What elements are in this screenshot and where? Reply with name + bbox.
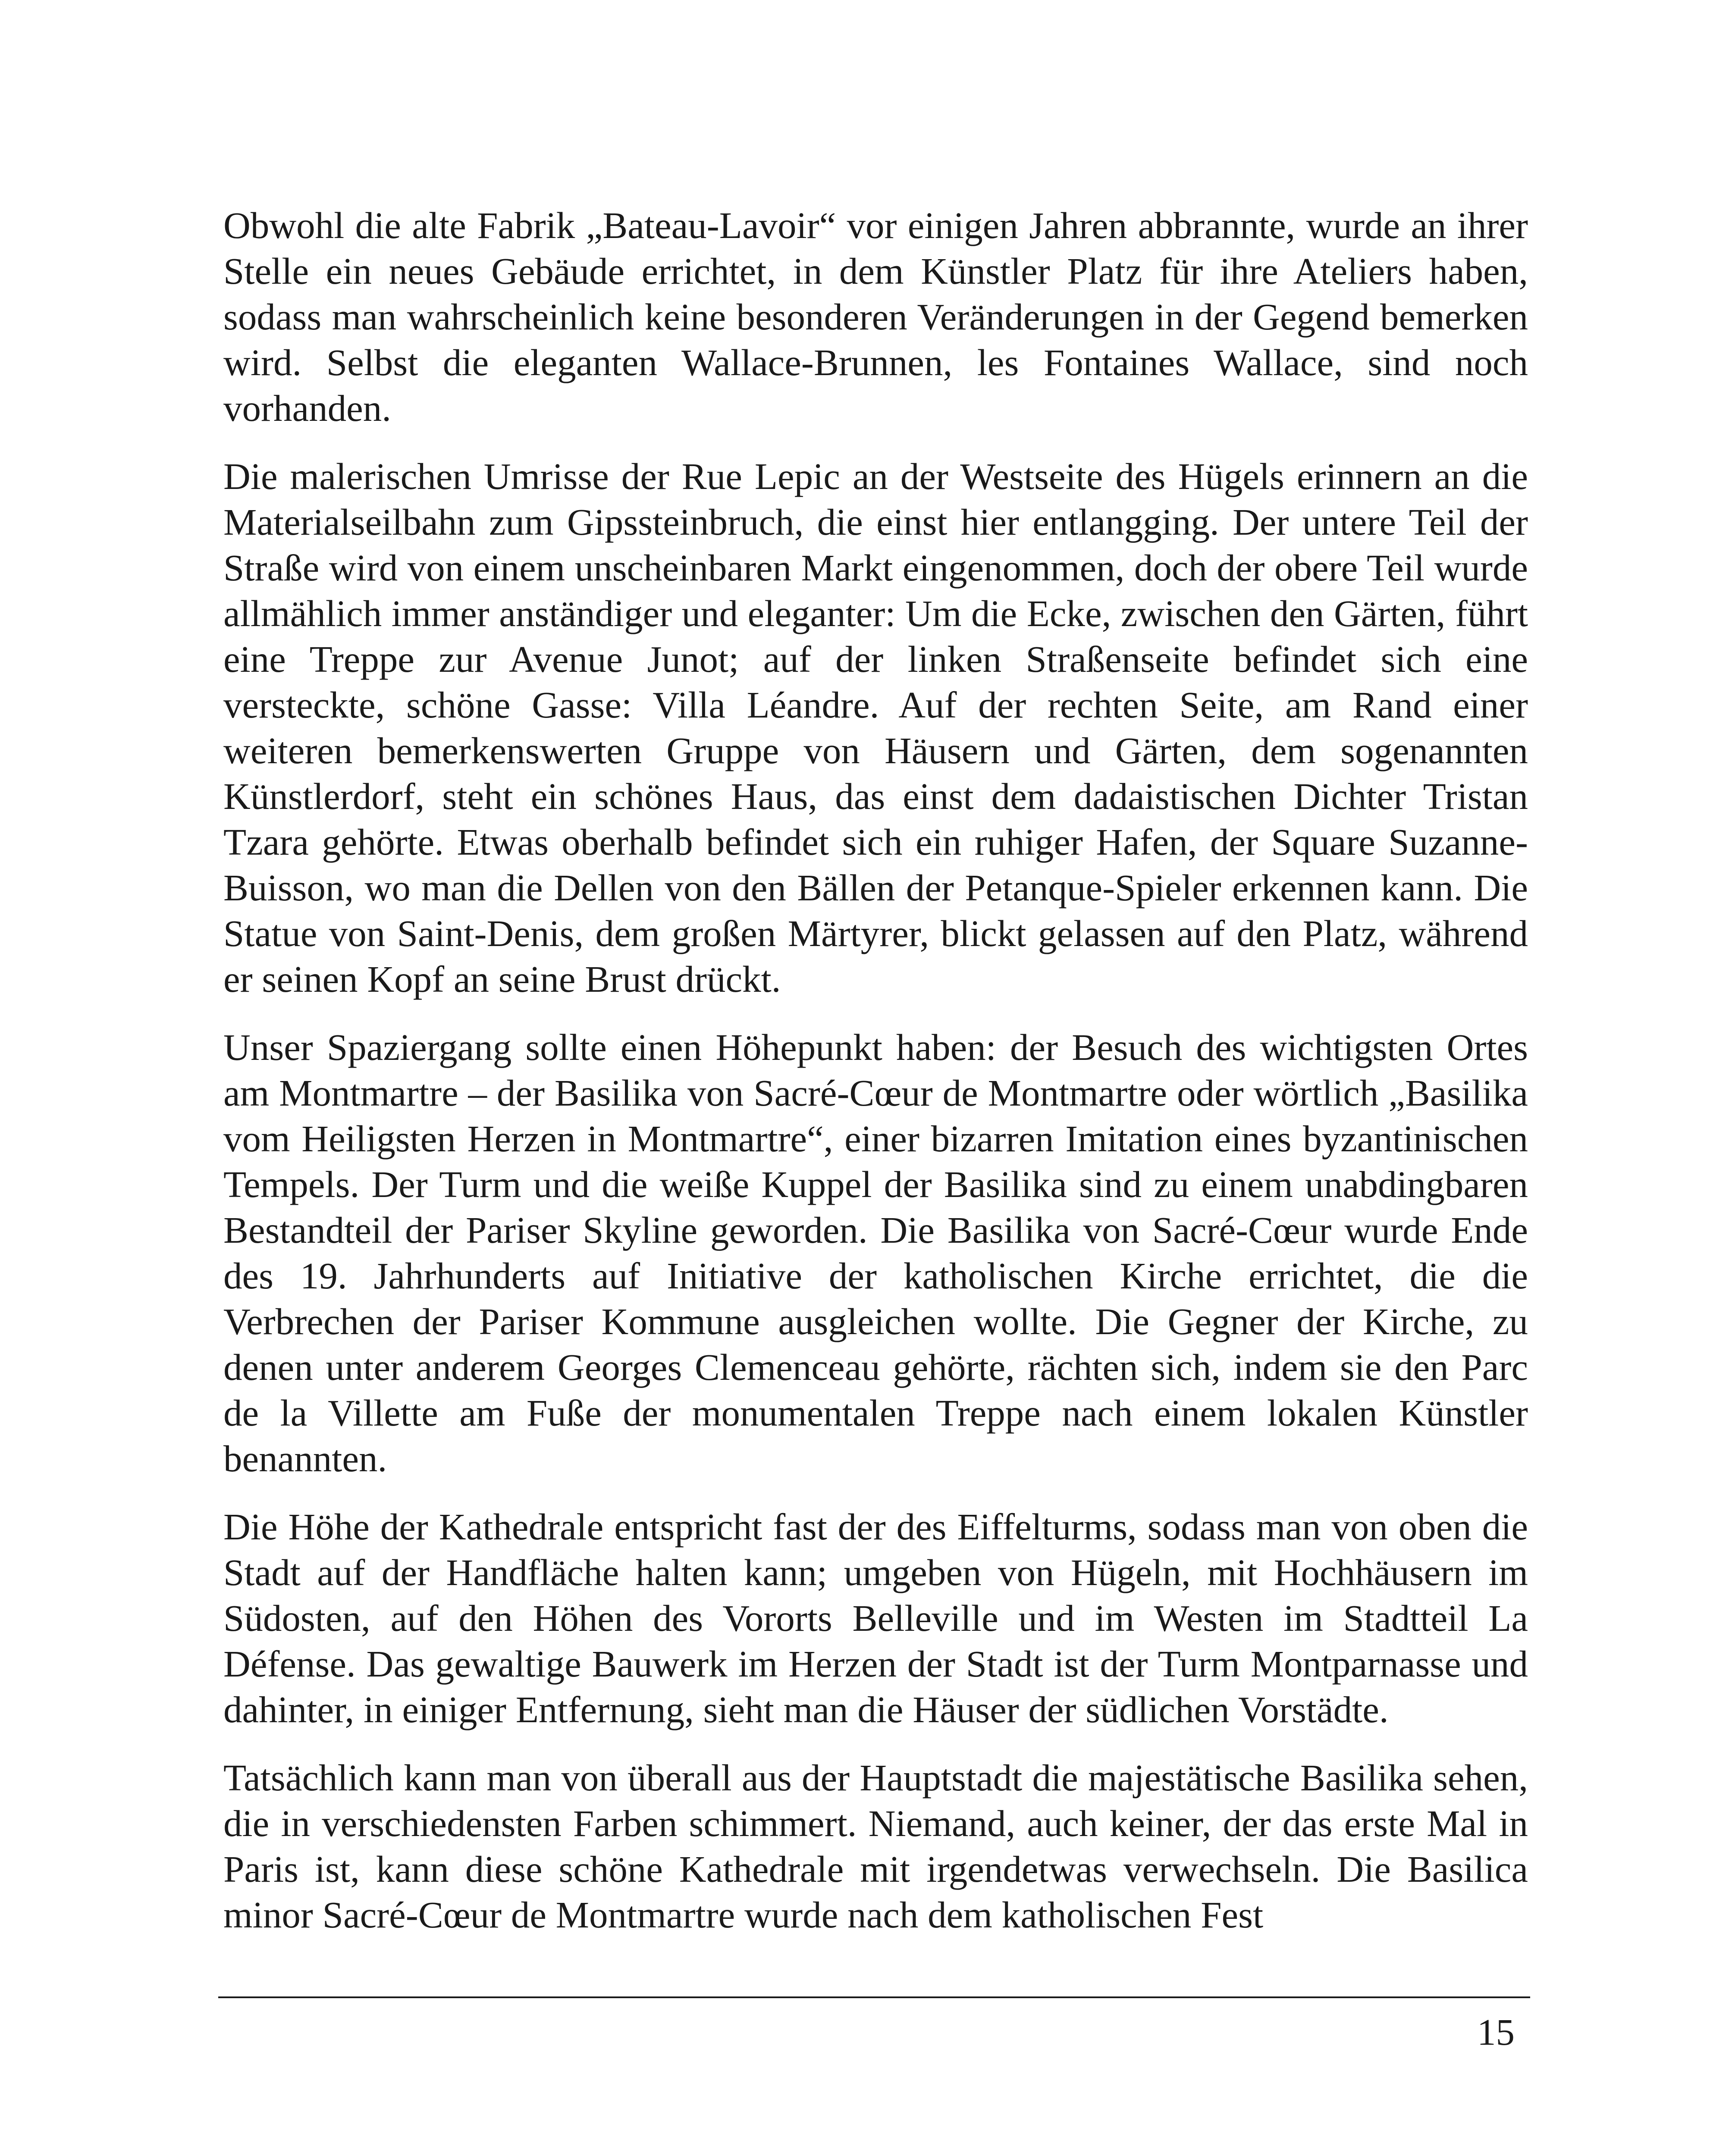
body-text [223, 203, 1528, 1960]
paragraph-5: Tatsächlich kann man von überall aus der Hauptstadt die majestätische Basilika sehen, die in verschiedensten Farben schimmert. Niemand, auch keiner, der das erste Mal in Paris ist, kann diese schöne Kathedrale mit irgendetwas verwechseln. Die Basilica minor Sacré-Cœur de Montmartre wurde nach dem katholischen Fest [223, 1757, 1528, 1936]
paragraph-3: Unser Spaziergang sollte einen Höhepunkt haben: der Besuch des wichtigsten Ortes am Montmartre – der Basilika von Sacré-Cœur de Montmartre oder wörtlich „Basilika vom Heiligsten Herzen in Montmartre“, einer bizarren Imitation eines byzantinischen Tempels. Der Turm und die weiße Kuppel der Basilika sind zu einem unabdingbaren Bestandteil der Pariser Skyline geworden. Die Basilika von Sacré-Cœur wurde Ende des 19. Jahrhunderts auf Initiative der katholischen Kirche errichtet, die die Verbrechen der Pariser Kommune ausgleichen wollte. Die Gegner der Kirche, zu denen unter anderem Georges Clemenceau gehörte, rächten sich, indem sie den Parc de la Villette am Fuße der monumentalen Treppe nach einem lokalen Künstler benannten. [223, 1026, 1528, 1479]
footer-divider [218, 1996, 1530, 1998]
paragraph-2: Die malerischen Umrisse der Rue Lepic an der Westseite des Hügels erinnern an die Materialseilbahn zum Gipssteinbruch, die einst hier entlangging. Der untere Teil der Straße wird von einem unscheinbaren Markt eingenommen, doch der obere Teil wurde allmählich immer anständiger und eleganter: Um die Ecke, zwischen den Gärten, führt eine Treppe zur Avenue Junot; auf der linken Straßenseite befindet sich eine versteckte, schöne Gasse: Villa Léandre. Auf der rechten Seite, am Rand einer weiteren bemerkenswerten Gruppe von Häusern und Gärten, dem sogenannten Künstlerdorf, steht ein schönes Haus, das einst dem dadaistischen Dichter Tristan Tzara gehörte. Etwas oberhalb befindet sich ein ruhiger Hafen, der Square Suzanne-Buisson, wo man die Dellen von den Bällen der Petanque-Spieler erkennen kann. Die Statue von Saint-Denis, dem großen Märtyrer, blickt gelassen auf den Platz, während er seinen Kopf an seine Brust drückt. [223, 455, 1528, 1000]
page-number: 15 [1477, 2011, 1515, 2053]
paragraph-4: Die Höhe der Kathedrale entspricht fast der des Eiffelturms, sodass man von oben die Stadt auf der Handfläche halten kann; umgeben von Hügeln, mit Hochhäusern im Südosten, auf den Höhen des Vororts Belleville und im Westen im Stadtteil La Défense. Das gewaltige Bauwerk im Herzen der Stadt ist der Turm Montparnasse und dahinter, in einiger Entfernung, sieht man die Häuser der südlichen Vorstädte. [223, 1506, 1528, 1730]
paragraph-1: Obwohl die alte Fabrik „Bateau-Lavoir“ vor einigen Jahren abbrannte, wurde an ihrer Stelle ein neues Gebäude errichtet, in dem Künstler Platz für ihre Ateliers haben, sodass man wahrscheinlich keine besonderen Veränderungen in der Gegend bemerken wird. Selbst die eleganten Wallace-Brunnen, les Fontaines Wallace, sind noch vorhanden. [223, 204, 1528, 429]
